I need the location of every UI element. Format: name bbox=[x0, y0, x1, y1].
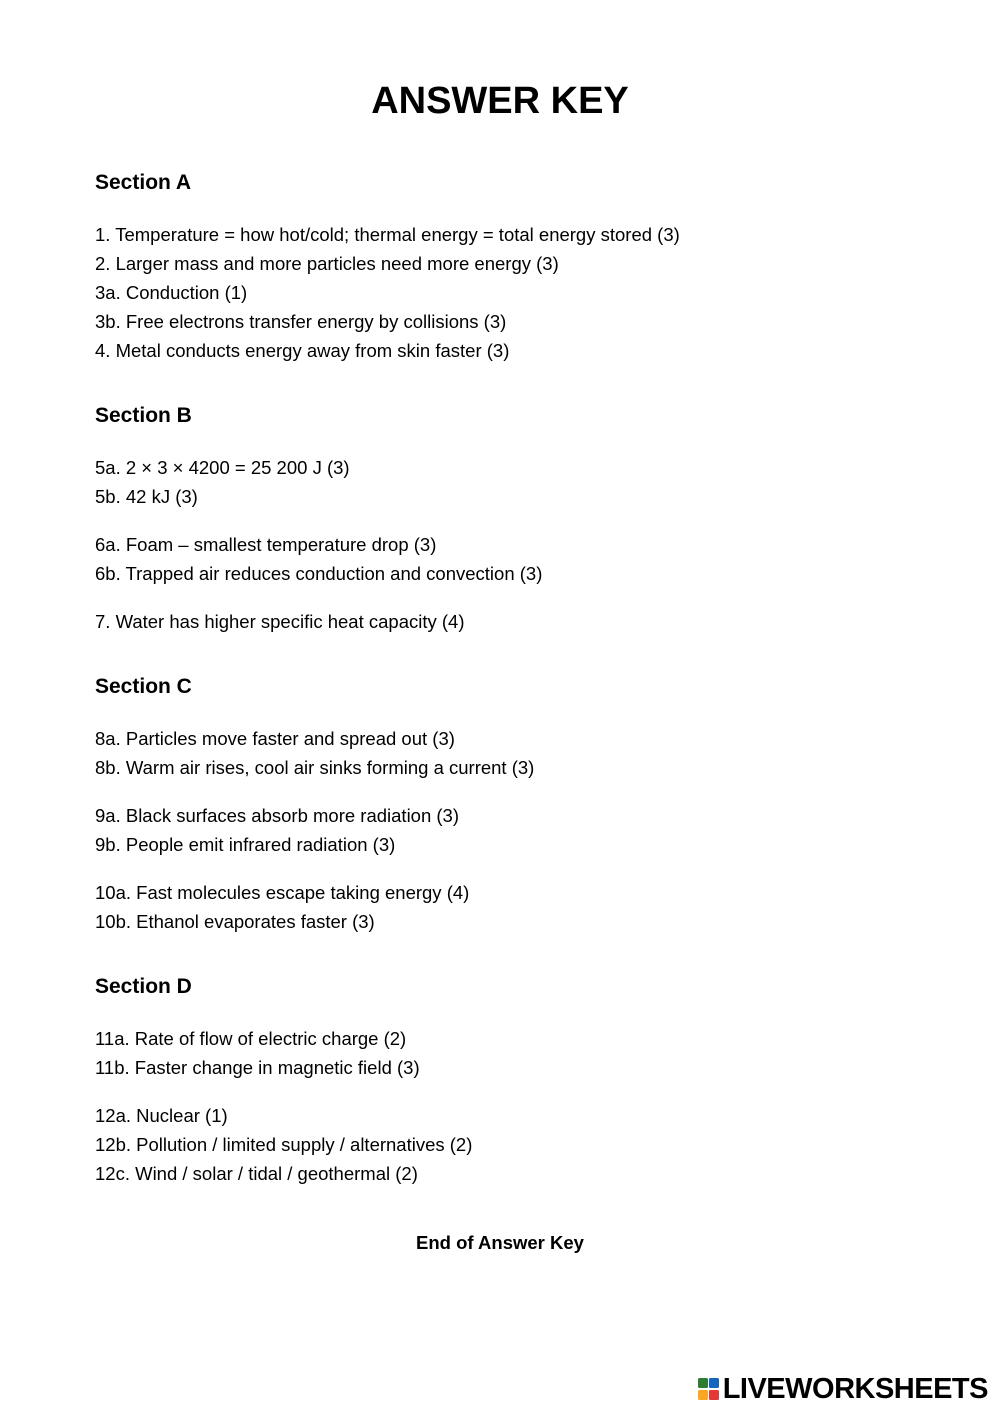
answer-line: 11b. Faster change in magnetic field (3) bbox=[95, 1057, 420, 1078]
answer-line: 12b. Pollution / limited supply / alternatives (2) bbox=[95, 1134, 473, 1155]
answer-line: 8a. Particles move faster and spread out (3) bbox=[95, 728, 455, 749]
answer-line: 3a. Conduction (1) bbox=[95, 282, 248, 303]
answer-line: 5b. 42 kJ (3) bbox=[95, 486, 198, 507]
answer-sections bbox=[95, 168, 955, 1188]
liveworksheets-logo-icon bbox=[698, 1376, 720, 1402]
answer-group bbox=[95, 1101, 955, 1188]
section-title: Section A bbox=[95, 171, 192, 194]
logo-text: LIVEWORKSHEETS bbox=[722, 1373, 988, 1405]
answer-line: 12c. Wind / solar / tidal / geothermal (2) bbox=[95, 1163, 418, 1184]
answer-line: 8b. Warm air rises, cool air sinks forming a current (3) bbox=[95, 757, 535, 778]
section-c bbox=[95, 672, 955, 936]
section-title: Section B bbox=[95, 404, 192, 427]
answer-group bbox=[95, 453, 955, 511]
section-b bbox=[95, 401, 955, 636]
answer-group bbox=[95, 878, 955, 936]
answer-group bbox=[95, 220, 955, 365]
answer-group bbox=[95, 1024, 955, 1082]
answer-group bbox=[95, 801, 955, 859]
answer-line: 10b. Ethanol evaporates faster (3) bbox=[95, 911, 375, 932]
section-a bbox=[95, 168, 955, 365]
liveworksheets-logo bbox=[698, 1371, 988, 1407]
answer-line: 10a. Fast molecules escape taking energy (4) bbox=[95, 882, 470, 903]
answer-line: 12a. Nuclear (1) bbox=[95, 1105, 228, 1126]
answer-line: 2. Larger mass and more particles need more energy (3) bbox=[95, 253, 559, 274]
answer-line: 9a. Black surfaces absorb more radiation (3) bbox=[95, 805, 460, 826]
page-title: ANSWER KEY bbox=[371, 80, 629, 122]
section-d bbox=[95, 972, 955, 1188]
answer-line: 6b. Trapped air reduces conduction and convection (3) bbox=[95, 563, 543, 584]
answer-line: 5a. 2 × 3 × 4200 = 25 200 J (3) bbox=[95, 457, 350, 478]
answer-line: 7. Water has higher specific heat capacity (4) bbox=[95, 611, 465, 632]
answer-line: 3b. Free electrons transfer energy by collisions (3) bbox=[95, 311, 507, 332]
answer-line: 6a. Foam – smallest temperature drop (3) bbox=[95, 534, 437, 555]
answer-line: 9b. People emit infrared radiation (3) bbox=[95, 834, 396, 855]
answer-group bbox=[95, 607, 955, 636]
answer-group bbox=[95, 724, 955, 782]
end-note: End of Answer Key bbox=[416, 1232, 584, 1253]
answer-line: 11a. Rate of flow of electric charge (2) bbox=[95, 1028, 407, 1049]
answer-group bbox=[95, 530, 955, 588]
section-title: Section C bbox=[95, 675, 192, 698]
section-title: Section D bbox=[95, 975, 192, 998]
answer-line: 4. Metal conducts energy away from skin faster (3) bbox=[95, 340, 510, 361]
answer-line: 1. Temperature = how hot/cold; thermal energy = total energy stored (3) bbox=[95, 224, 680, 245]
